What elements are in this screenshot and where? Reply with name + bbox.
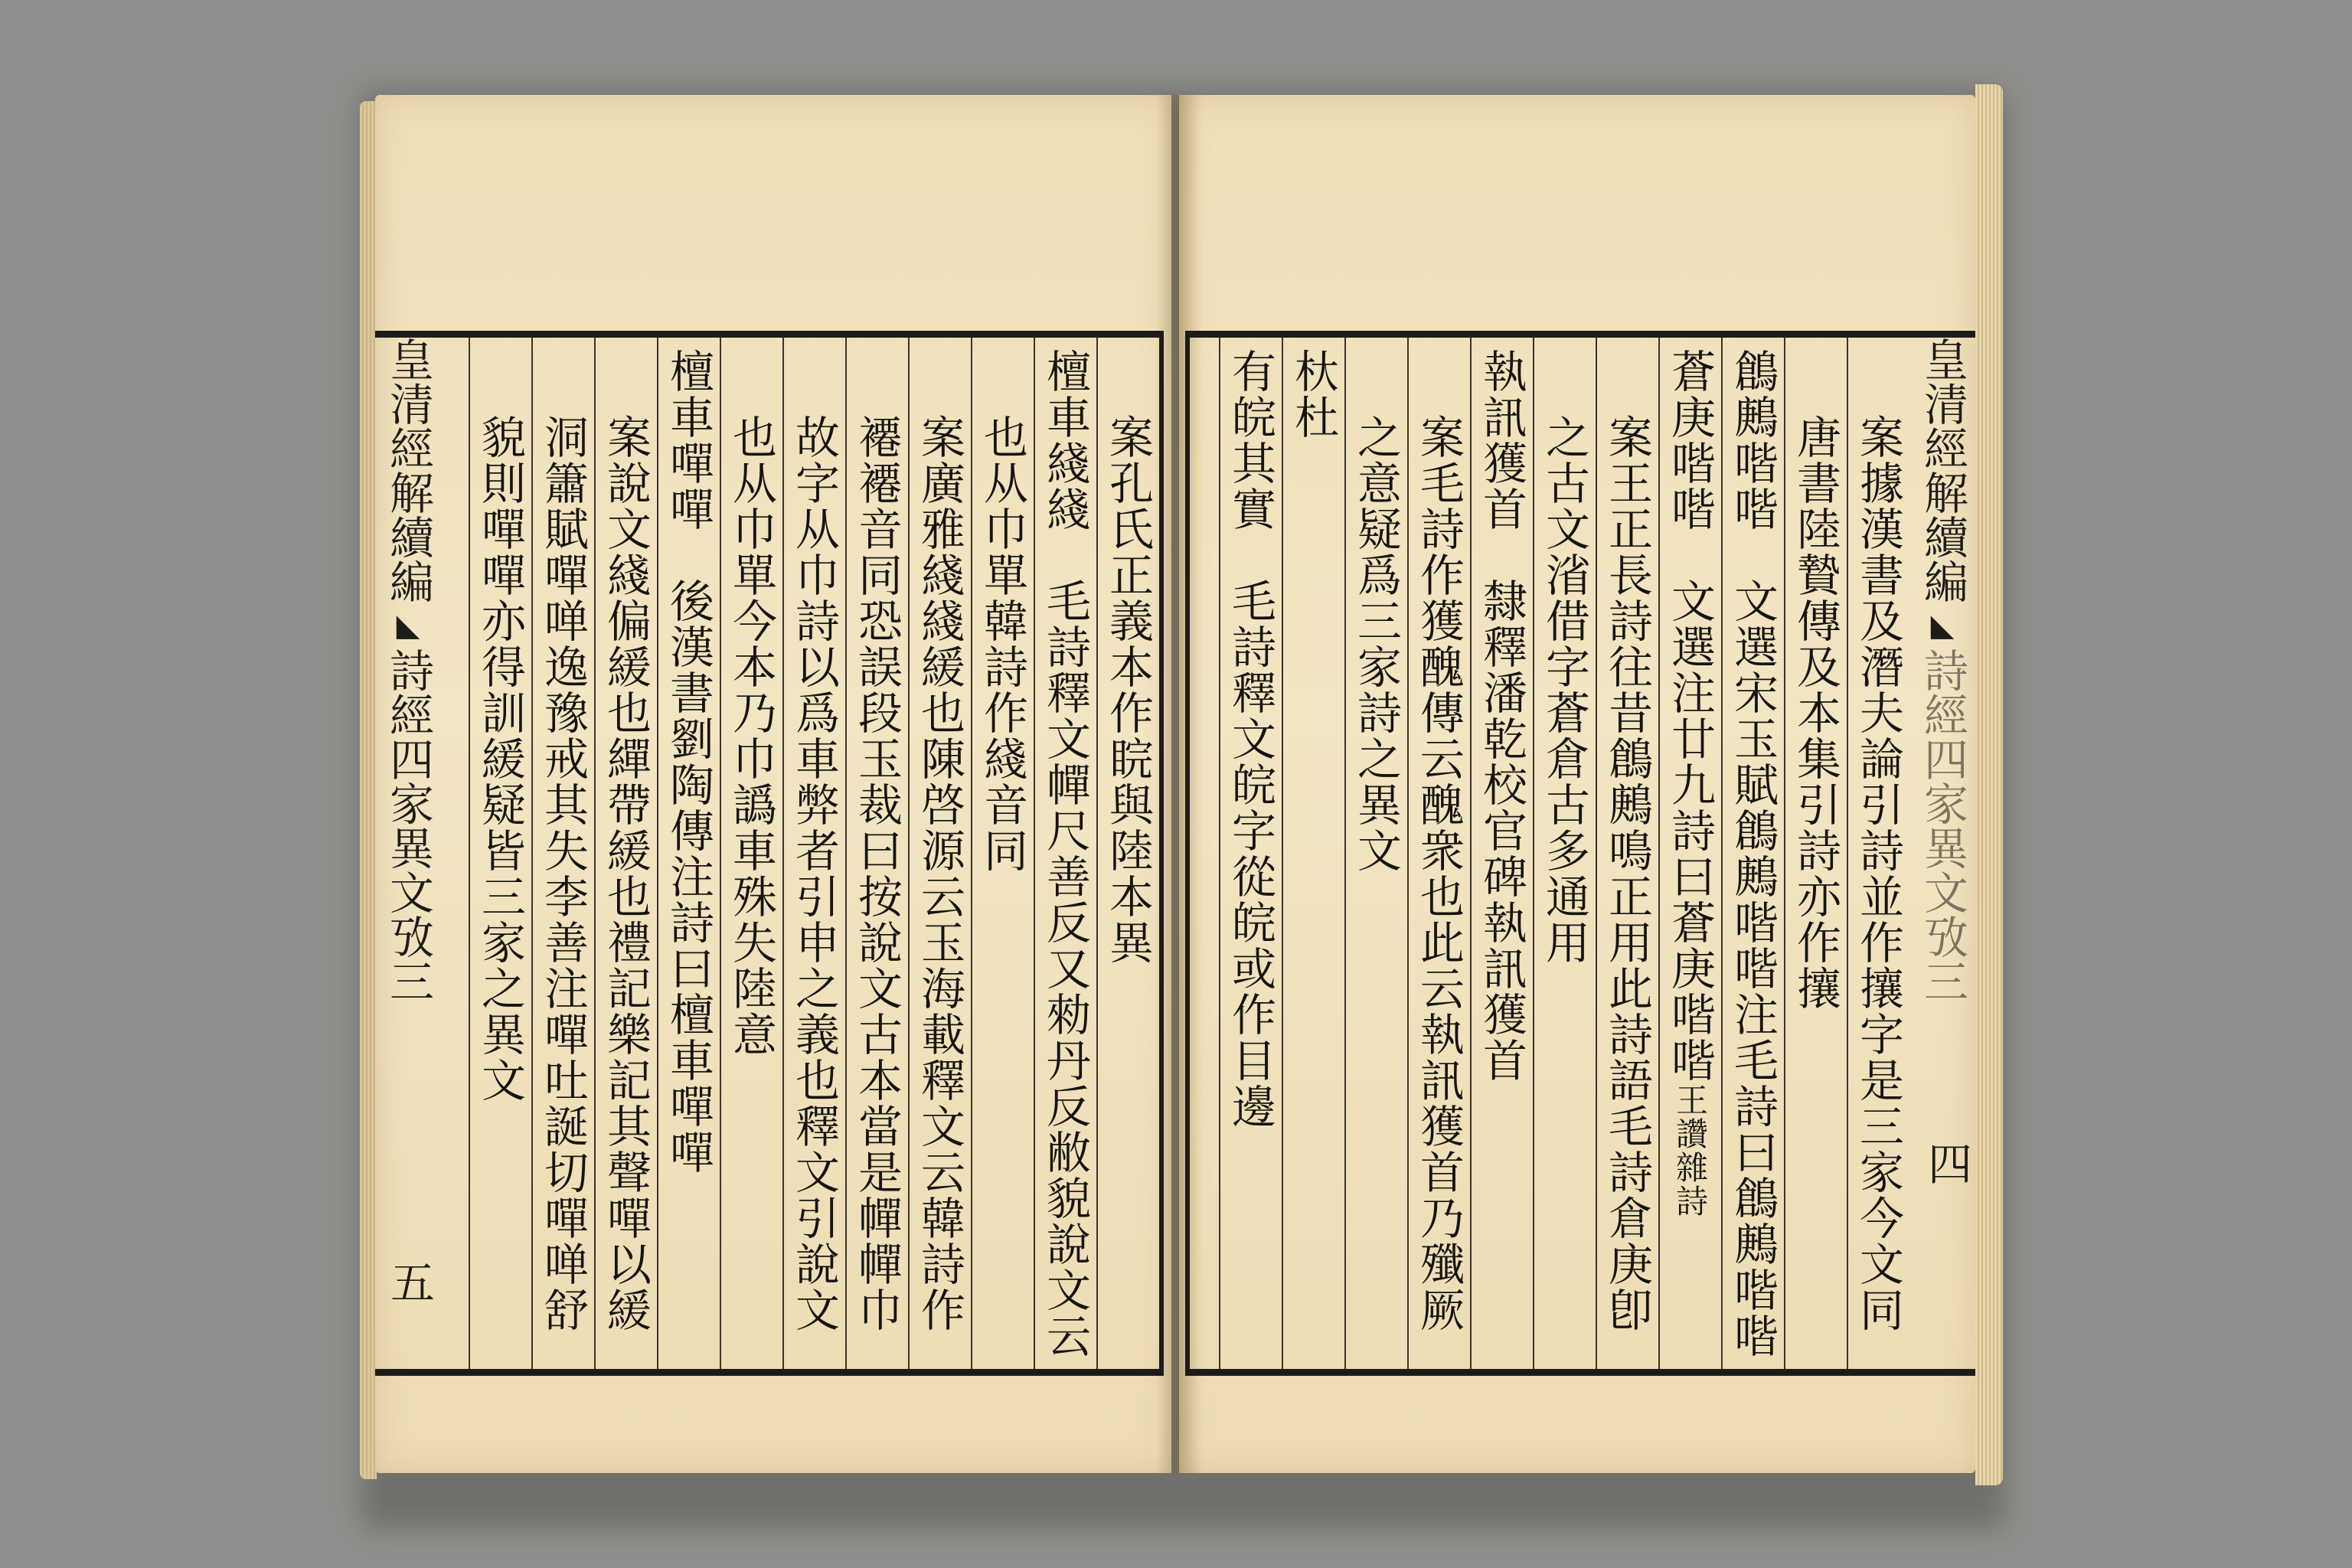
right-text-frame [1185,331,1975,1376]
text-column [1721,338,1784,1369]
column-text: 也从巾單韓詩作綫音同 [976,414,1028,874]
column-text: 案說文綫偏緩也繟帶緩也禮記樂記其聲嘽以緩 [599,414,652,1333]
column-text: 鶬鶊喈喈 文選宋玉賦鶬鶊喈喈注毛詩曰鶬鶊喈喈 [1726,348,1779,1359]
text-column [657,338,720,1369]
text-column [782,338,845,1369]
text-column [1034,338,1096,1369]
right-page-edges [1975,84,2003,1485]
column-text: 褼褼音同恐誤段玉裁曰按說文古本當是幝幝巾 [851,414,903,1333]
column-text: 案王正長詩往昔鶬鶊鳴正用此詩語毛詩倉庚卽 [1601,414,1653,1333]
column-text: 杕杜 [1287,348,1339,440]
left-margin-column [375,331,441,1376]
text-column [1847,338,1909,1369]
text-column [1344,338,1407,1369]
column-text: 檀車綫綫 毛詩釋文幝尺善反又勑丹反敝貌說文云 [1039,348,1091,1359]
text-column [1219,338,1282,1369]
column-text: 故字从巾詩以爲車弊者引申之義也釋文引說文 [788,414,840,1333]
text-column [1596,338,1658,1369]
text-column [971,338,1034,1369]
column-text: 案孔氏正義本作睆與陸本異 [1102,414,1154,965]
interlinear-note: 王讚雜詩 [1671,1083,1709,1218]
text-column [594,338,657,1369]
column-text: 之古文渻借字蒼倉古多通用 [1538,414,1590,965]
column-text: 也从巾單今本乃巾譌車殊失陸意 [725,414,777,1057]
text-column [1282,338,1344,1369]
folio-right: 四 [1920,1141,1972,1185]
left-columns [444,338,1159,1369]
text-column [1407,338,1470,1369]
book-title-left: 皇清經解續編 [382,337,434,603]
text-column [1784,338,1847,1369]
text-column [720,338,782,1369]
folio-left: 五 [383,1259,435,1304]
book-title-right: 皇清經解續編 [1916,337,1968,603]
text-column [1658,338,1721,1369]
column-text: 之意疑爲三家詩之異文 [1350,414,1402,874]
left-page-edges [360,101,377,1479]
text-column [1470,338,1533,1369]
column-text: 有皖其實 毛詩釋文皖字從皖或作目邊 [1224,348,1276,1129]
right-columns [1190,338,1909,1369]
text-column [469,338,531,1369]
section-title-right: 詩經四家異文攷三 [1916,648,1968,1003]
column-text: 唐書陸贄傳及本集引詩亦作攘 [1789,414,1841,1011]
text-column [908,338,971,1369]
column-text: 洞簫賦嘽啴逸豫戒其失李善注嘽吐誕切嘽啴舒 [537,414,589,1333]
column-text: 檀車嘽嘽 後漢書劉陶傳注詩曰檀車嘽嘽 [662,348,714,1175]
text-column [531,338,594,1369]
right-margin-column [1909,331,1975,1376]
column-text: 蒼庚喈喈 文選注廿九詩曰蒼庚喈喈 [1664,348,1716,1083]
fishtail-mark: ◣ [1925,608,1960,643]
column-text: 案廣雅綫綫緩也陳啓源云玉海載釋文云韓詩作 [913,414,965,1333]
column-text: 執訊獲首 隸釋潘乾校官碑執訊獲首 [1475,348,1527,1083]
column-text: 案毛詩作獲醜傳云醜衆也此云執訊獲首乃殲厥 [1413,414,1465,1333]
section-title-left: 詩經四家異文攷三 [382,648,434,1003]
column-text: 貌則嘽嘽亦得訓緩疑皆三家之異文 [474,414,526,1103]
left-text-frame [375,331,1164,1376]
text-column [845,338,908,1369]
fishtail-mark: ◣ [390,608,426,643]
text-column [1533,338,1596,1369]
text-column [1096,338,1159,1369]
column-text: 案據漢書及潛夫論引詩並作攘字是三家今文同 [1852,414,1904,1333]
